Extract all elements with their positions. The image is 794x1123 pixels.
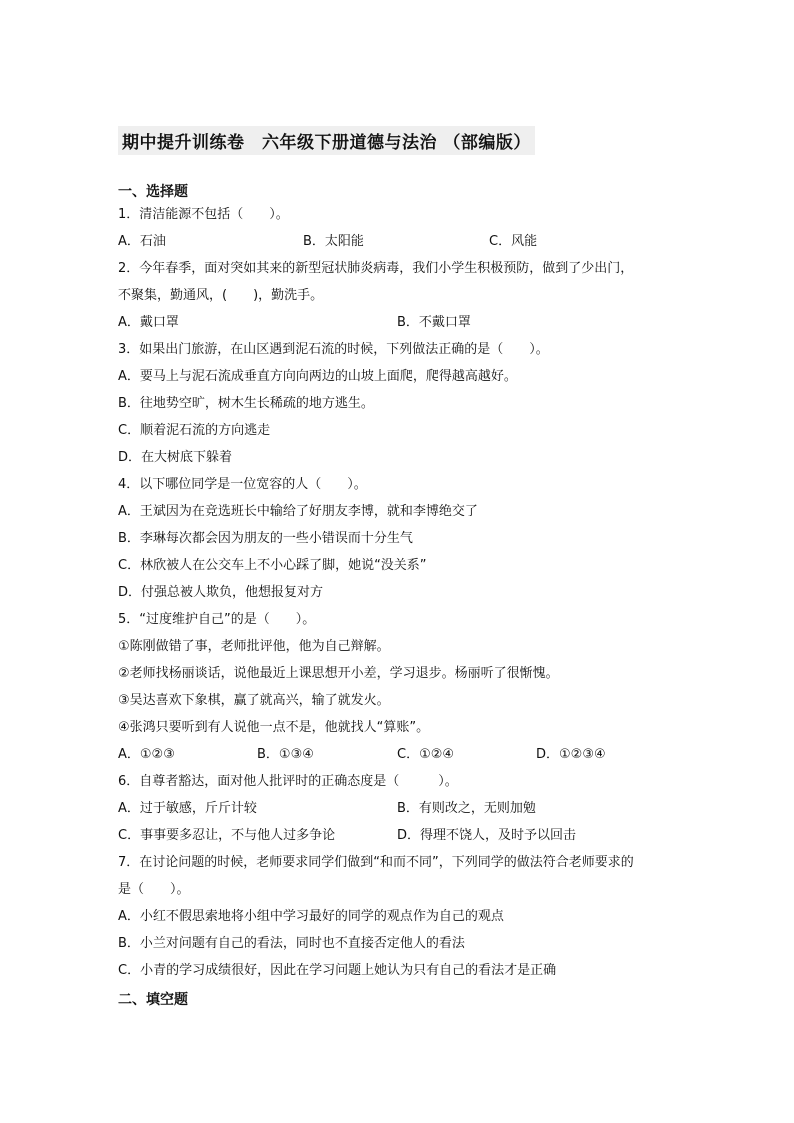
q1-option-b: B．太阳能 xyxy=(303,234,364,249)
q3-option-d: D．在大树底下躲着 xyxy=(118,450,233,465)
q3-option-b: B．往地势空旷，树木生长稀疏的地方逃生。 xyxy=(118,396,374,411)
question-6-stem: 6．自尊者豁达，面对他人批评时的正确态度是（ ）。 xyxy=(118,774,458,789)
q4-option-b: B．李琳每次都会因为朋友的一些小错误而十分生气 xyxy=(118,531,413,546)
q3-option-c: C．顺着泥石流的方向逃走 xyxy=(118,423,271,438)
q7-option-b: B．小兰对问题有自己的看法，同时也不直接否定他人的看法 xyxy=(118,936,465,951)
q4-option-a: A．王斌因为在竞选班长中输给了好朋友李博，就和李博绝交了 xyxy=(118,504,478,519)
page-title: 期中提升训练卷 六年级下册道德与法治 （部编版） xyxy=(118,126,535,155)
question-4-stem: 4．以下哪位同学是一位宽容的人（ ）。 xyxy=(118,477,367,492)
q6-option-c: C．事事要多忍让，不与他人过多争论 xyxy=(118,828,336,843)
q2-option-b: B．不戴口罩 xyxy=(397,315,471,330)
q4-option-c: C．林欣被人在公交车上不小心踩了脚，她说“没关系” xyxy=(118,558,427,573)
q6-option-d: D．得理不饶人，及时予以回击 xyxy=(397,828,577,843)
question-1-stem: 1．清洁能源不包括（ ）。 xyxy=(118,207,289,222)
q5-option-c: C．①②④ xyxy=(397,747,455,762)
q5-option-d: D．①②③④ xyxy=(536,747,606,762)
q3-option-a: A．要马上与泥石流成垂直方向向两边的山坡上面爬，爬得越高越好。 xyxy=(118,369,517,384)
q4-option-d: D．付强总被人欺负，他想报复对方 xyxy=(118,585,324,600)
q5-item-2: ②老师找杨丽谈话，说他最近上课思想开小差，学习退步。杨丽听了很惭愧。 xyxy=(118,666,559,681)
question-5-stem: 5．“过度维护自己”的是（ ）。 xyxy=(118,612,316,627)
q7-option-c: C．小青的学习成绩很好，因此在学习问题上她认为只有自己的看法才是正确 xyxy=(118,963,557,978)
q6-option-b: B．有则改之，无则加勉 xyxy=(397,801,536,816)
q1-option-c: C．风能 xyxy=(489,234,538,249)
q2-option-a: A．戴口罩 xyxy=(118,315,179,330)
q7-option-a: A．小红不假思索地将小组中学习最好的同学的观点作为自己的观点 xyxy=(118,909,504,924)
question-7-stem-line2: 是（ ）。 xyxy=(118,882,190,897)
question-7-stem-line1: 7．在讨论问题的时候，老师要求同学们做到“和而不同”，下列同学的做法符合老师要求的 xyxy=(118,855,634,870)
section-heading-choice: 一、选择题 xyxy=(118,184,188,200)
q5-option-b: B．①③④ xyxy=(257,747,314,762)
q6-option-a: A．过于敏感，斤斤计较 xyxy=(118,801,257,816)
question-2-stem-line1: 2．今年春季，面对突如其来的新型冠状肺炎病毒，我们小学生积极预防，做到了少出门， xyxy=(118,261,634,276)
q5-item-3: ③吴达喜欢下象棋，赢了就高兴，输了就发火。 xyxy=(118,693,390,708)
question-2-stem-line2: 不聚集，勤通风，( )，勤洗手。 xyxy=(118,288,324,303)
q1-option-a: A．石油 xyxy=(118,234,166,249)
q5-item-1: ①陈刚做错了事，老师批评他，他为自己辩解。 xyxy=(118,639,390,654)
q5-option-a: A．①②③ xyxy=(118,747,175,762)
q5-item-4: ④张鸿只要听到有人说他一点不是，他就找人“算账”。 xyxy=(118,720,430,735)
section-heading-fill-blank: 二、填空题 xyxy=(118,992,188,1008)
question-3-stem: 3．如果出门旅游，在山区遇到泥石流的时候，下列做法正确的是（ ）。 xyxy=(118,342,549,357)
